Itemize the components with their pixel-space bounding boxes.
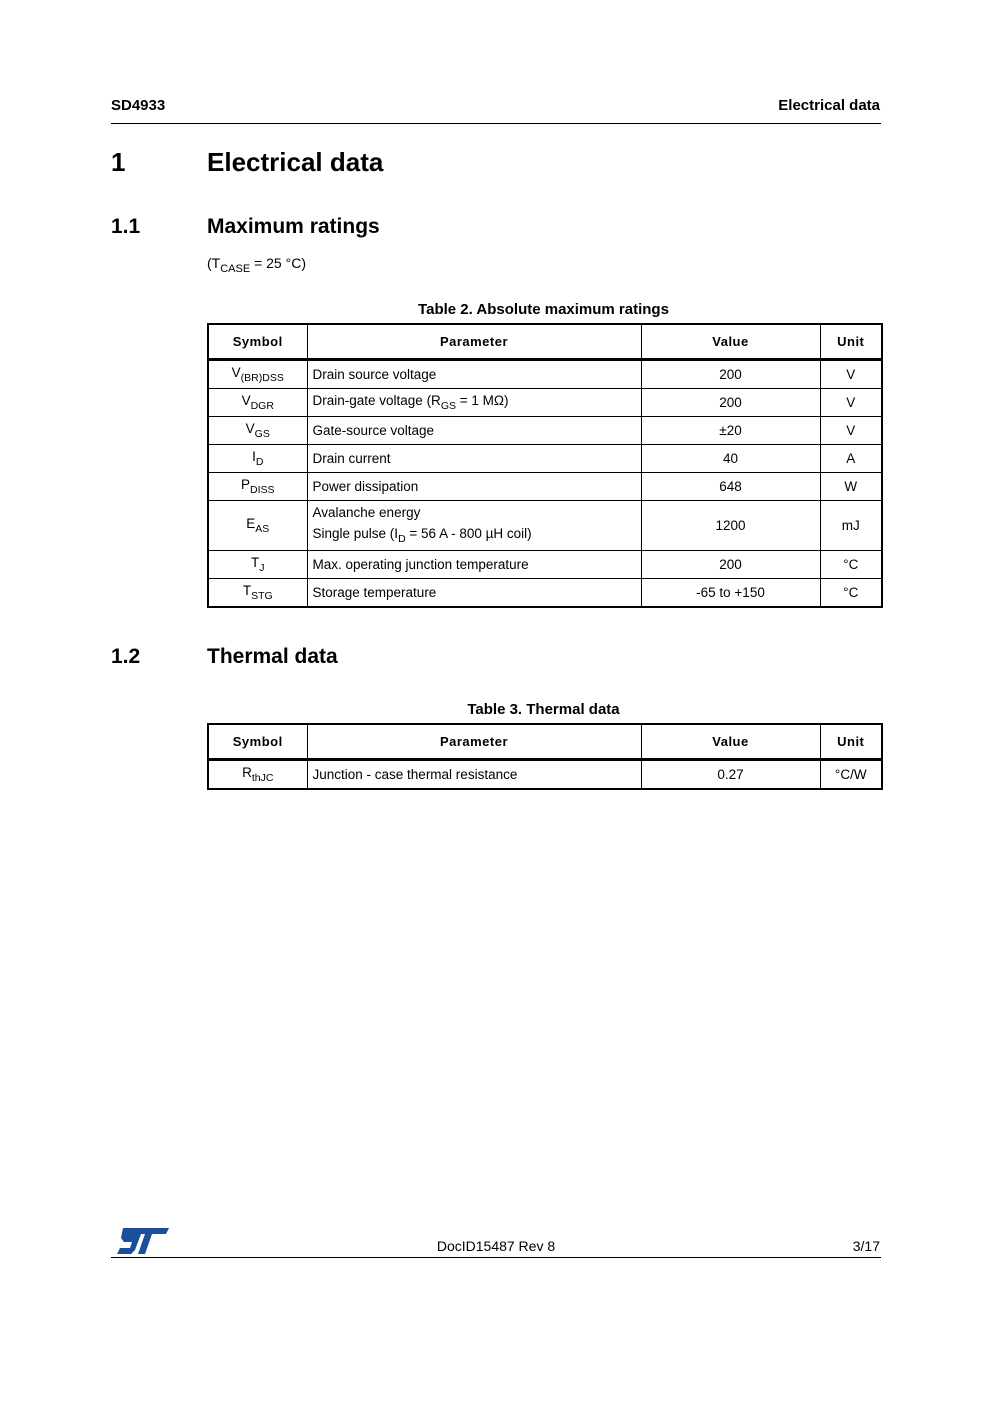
section-1-2-number: 1.2: [111, 645, 141, 668]
parameter-cell: Drain source voltage: [307, 360, 641, 389]
value-cell: 1200: [641, 501, 820, 551]
unit-cell: V: [820, 417, 882, 445]
doc-name: SD4933: [111, 97, 166, 114]
parameter-cell: Avalanche energy Single pulse ($I_D = 56$ A - 800 µH coil): [307, 501, 641, 551]
unit-cell: A: [820, 445, 882, 473]
value-cell: 40: [641, 445, 820, 473]
symbol-cell: $V_{DGR}$: [208, 389, 307, 417]
unit-cell: V: [820, 389, 882, 417]
header-value: Value: [641, 724, 820, 760]
table-row: [208, 417, 882, 445]
page-number: 3/17: [852, 1238, 880, 1254]
header-parameter: Parameter: [307, 324, 641, 360]
header-unit: Unit: [820, 724, 882, 760]
symbol-cell: $I_D$: [208, 445, 307, 473]
table-row: [208, 389, 882, 417]
symbol-cell: $E_{AS}$: [208, 501, 307, 551]
parameter-cell: Power dissipation: [307, 473, 641, 501]
header-parameter: Parameter: [307, 724, 641, 760]
section-1-1-title: Maximum ratings: [207, 215, 380, 238]
value-cell: 0.27: [641, 760, 820, 790]
section-1-number: 1: [111, 147, 126, 177]
table-row: [208, 501, 882, 551]
header-value: Value: [641, 324, 820, 360]
table-row: [208, 551, 882, 579]
symbol-cell: $V_{(BR)DSS}$: [208, 360, 307, 389]
symbol-cell: $R_{thJC}$: [208, 760, 307, 790]
table-3-caption: Table 3. Thermal data: [467, 701, 620, 718]
footer-divider: [111, 1257, 881, 1258]
parameter-cell: Max. operating junction temperature: [307, 551, 641, 579]
table-row: [208, 473, 882, 501]
symbol-cell: $T_{STG}$: [208, 579, 307, 608]
header-symbol: Symbol: [208, 724, 307, 760]
unit-cell: °C: [820, 579, 882, 608]
value-cell: -65 to +150: [641, 579, 820, 608]
unit-cell: °C/W: [820, 760, 882, 790]
unit-cell: °C: [820, 551, 882, 579]
header-divider: [111, 123, 881, 124]
table-row: [208, 360, 882, 389]
case-temperature-condition: ($T_{CASE} = 25$ °C): [207, 255, 306, 275]
value-cell: 200: [641, 551, 820, 579]
symbol-cell: $V_{GS}$: [208, 417, 307, 445]
symbol-cell: $T_J$: [208, 551, 307, 579]
parameter-cell: Drain-gate voltage ($R_{GS} = 1$ MΩ): [307, 389, 641, 417]
section-1-title: Electrical data: [207, 147, 384, 177]
unit-cell: W: [820, 473, 882, 501]
table-row: [208, 579, 882, 608]
unit-cell: V: [820, 360, 882, 389]
parameter-cell: Storage temperature: [307, 579, 641, 608]
table-2-caption: Table 2. Absolute maximum ratings: [418, 301, 669, 318]
header-unit: Unit: [820, 324, 882, 360]
doc-id: DocID15487 Rev 8: [436, 1238, 556, 1254]
parameter-cell: Gate-source voltage: [307, 417, 641, 445]
parameter-cell: Junction - case thermal resistance: [307, 760, 641, 790]
table-row: [208, 445, 882, 473]
table-header-row: [208, 724, 882, 760]
section-1-1-number: 1.1: [111, 215, 141, 238]
value-cell: 200: [641, 389, 820, 417]
section-1-2-title: Thermal data: [207, 645, 338, 668]
unit-cell: mJ: [820, 501, 882, 551]
symbol-cell: $P_{DISS}$: [208, 473, 307, 501]
parameter-cell: Drain current: [307, 445, 641, 473]
table-header-row: [208, 324, 882, 360]
absolute-maximum-ratings-table: [207, 323, 883, 608]
table-row: [208, 760, 882, 790]
header-symbol: Symbol: [208, 324, 307, 360]
value-cell: ±20: [641, 417, 820, 445]
value-cell: 648: [641, 473, 820, 501]
value-cell: 200: [641, 360, 820, 389]
thermal-data-table: [207, 723, 883, 790]
header-section-name: Electrical data: [778, 97, 880, 114]
